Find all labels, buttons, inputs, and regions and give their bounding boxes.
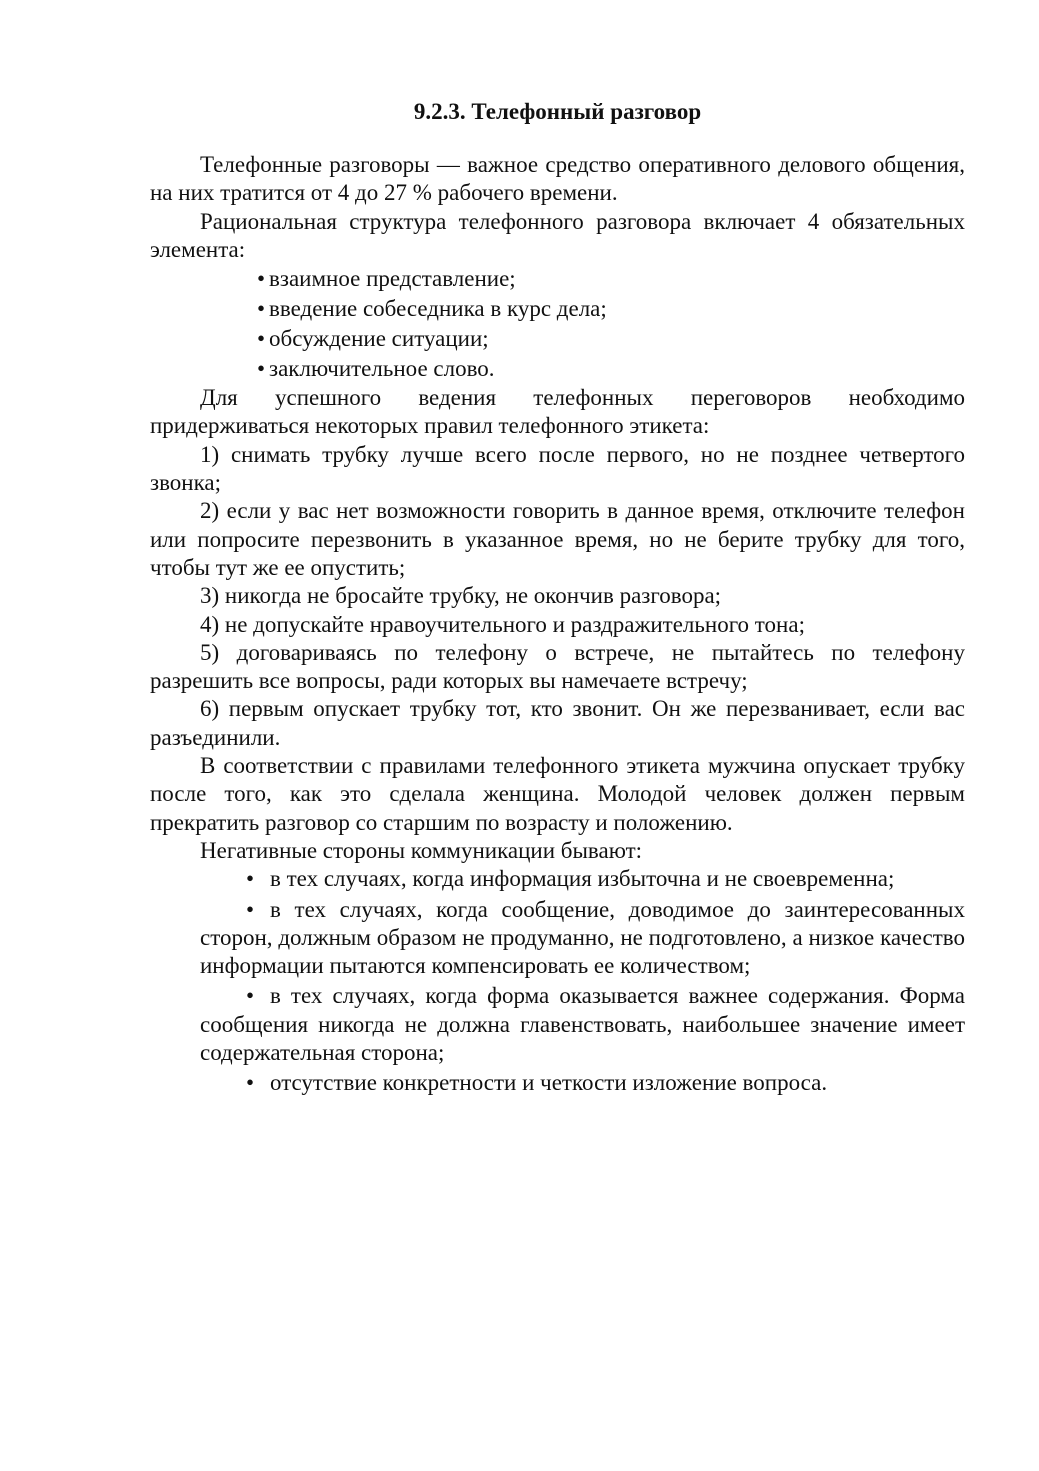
list-item: • взаимное представление; xyxy=(257,264,965,294)
list-item: • в тех случаях, когда информация избыточна и не своевременна; xyxy=(200,865,965,893)
list-item: • в тех случаях, когда сообщение, доводимое до заинтересованных сторон, должным образом не продуманно, не подготовлено, а низкое качество информации пытаются компенсировать ее количеством; xyxy=(200,896,965,979)
list-item: • в тех случаях, когда форма оказывается важнее содержания. Форма сообщения никогда не должна главенствовать, наибольшее значение имеет содержательная сторона; xyxy=(200,983,965,1066)
rule-item: 3) никогда не бросайте трубку, не окончив разговора; xyxy=(200,583,722,609)
bullet-icon: • xyxy=(246,896,255,922)
bullet-icon: • xyxy=(246,866,255,892)
bullet-icon: • xyxy=(257,266,266,292)
rule-item: 1) снимать трубку лучше всего после первого, но не позднее четвертого звонка; xyxy=(150,441,965,496)
list-item: • введение собеседника в курс дела; xyxy=(257,294,965,324)
document-page xyxy=(150,98,965,1100)
list-item: • обсуждение ситуации; xyxy=(257,324,965,354)
rule-item: 6) первым опускает трубку тот, кто звонит. Он же перезванивает, если вас разъединили. xyxy=(150,696,965,750)
rule-item: 4) не допускайте нравоучительного и раздражительного тона; xyxy=(200,611,805,637)
structure-list xyxy=(150,264,965,384)
section-heading: 9.2.3. Телефонный разговор xyxy=(413,99,702,124)
rule-item: 5) договариваясь по телефону о встрече, не пытайтесь по телефону разрешить все вопросы, ради которых вы намечаете встречу; xyxy=(150,639,965,694)
list-item: • заключительное слово. xyxy=(257,354,965,384)
bullet-icon: • xyxy=(246,983,255,1009)
paragraph-structure: Рациональная структура телефонного разговора включает 4 обязательных элемента: xyxy=(150,208,965,262)
paragraph-intro: Телефонные разговоры — важное средство оперативного делового общения, на них тратится от 4 до 27 % рабочего времени. xyxy=(150,152,965,206)
paragraph-negative-intro: Негативные стороны коммуникации бывают: xyxy=(200,837,643,863)
bullet-icon: • xyxy=(257,326,266,352)
list-item: • отсутствие конкретности и четкости изложение вопроса. xyxy=(200,1069,965,1097)
negative-list xyxy=(150,865,965,1097)
paragraph-etiquette: В соответствии с правилами телефонного этикета мужчина опускает трубку после того, как это сделала женщина. Молодой человек должен первым прекратить разговор со старшим по возрасту и положению. xyxy=(150,753,965,835)
paragraph-rules-intro: Для успешного ведения телефонных переговоров необходимо придерживаться некоторых правил телефонного этикета: xyxy=(150,385,965,439)
rule-item: 2) если у вас нет возможности говорить в данное время, отключите телефон или попросите перезвонить в указанное время, но не берите трубку для того, чтобы тут же ее опустить; xyxy=(150,498,965,580)
bullet-icon: • xyxy=(246,1070,255,1096)
bullet-icon: • xyxy=(257,356,266,382)
bullet-icon: • xyxy=(257,296,266,322)
